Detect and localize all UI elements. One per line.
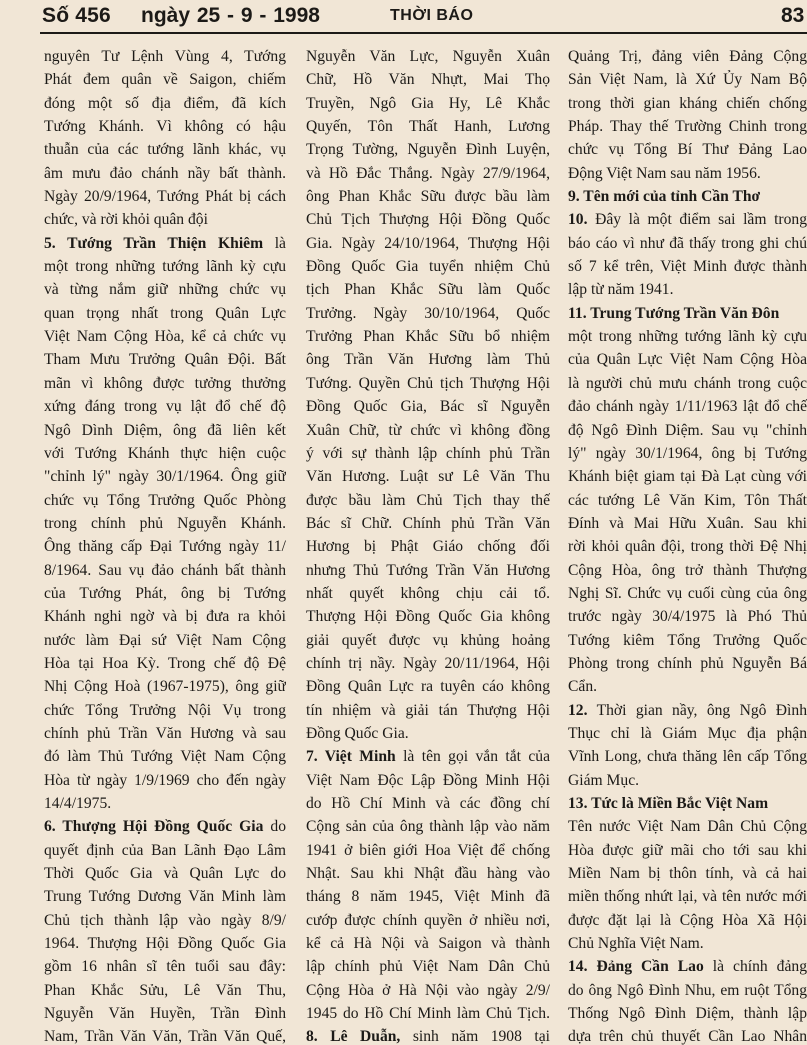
text-line: [44, 278, 286, 301]
line-text: Trưởng. Ngày 30/10/1964, Quốc: [306, 304, 550, 322]
text-line: [306, 278, 550, 301]
text-line: [568, 559, 807, 582]
text-line: [44, 862, 286, 885]
text-line: [568, 255, 807, 278]
line-text: Đồng Quốc Gia, Bác sĩ Nguyễn: [306, 398, 550, 416]
text-line: [568, 138, 807, 161]
line-text: rời khỏi quân đội, trong thời Đệ Nhị: [568, 538, 807, 556]
text-line: [568, 348, 807, 371]
line-text: Chữ, Hồ Văn Nhựt, Mai Thọ: [306, 71, 550, 89]
line-text: được bầu làm Chủ Tịch thay thế: [306, 491, 550, 509]
line-text: Nguyễn Văn Lực, Nguyễn Xuân: [306, 48, 550, 65]
line-text: quan trọng nhất trong Quân Lực: [44, 304, 286, 322]
text-line: [306, 419, 550, 442]
text-line: [306, 348, 550, 371]
text-line: [44, 372, 286, 395]
line-text: Trưởng Phan Khắc Sữu bổ nhiệm: [306, 328, 550, 346]
text-line: [44, 699, 286, 722]
text-line: [44, 769, 286, 792]
line-text: nước làm Đại sứ Việt Nam Cộng: [44, 631, 286, 649]
line-text: nhất quyết không chịu cải tổ.: [306, 584, 550, 602]
text-line: [306, 629, 550, 652]
text-line: [306, 232, 550, 255]
line-text: Chủ tịch thành lập vào ngày 8/9/: [44, 911, 286, 929]
footnote-heading: 11. Trung Tướng Trần Văn Đôn: [568, 304, 780, 322]
line-text: Chủ Nghĩa Việt Nam.: [568, 935, 704, 953]
text-line: [44, 45, 286, 68]
text-line: [44, 535, 286, 558]
line-text: Đây là một điểm sai lầm trong: [587, 211, 807, 229]
text-line: [44, 208, 286, 231]
line-text: ông Trần Văn Hương làm Thủ: [306, 351, 550, 369]
text-line: [568, 372, 807, 395]
text-line: [44, 792, 286, 815]
line-text: Thục chỉ là Giám Mục địa phận: [568, 724, 807, 742]
newspaper-title: THỜI BÁO: [390, 7, 474, 24]
line-text: "chỉnh lý" ngày 30/1/1964. Ông giữ: [44, 468, 286, 486]
line-text: kể cả Hà Nội và Saigon và thành: [306, 935, 550, 953]
line-text: độ Ngô Đình Diệm. Sau vụ "chỉnh: [568, 421, 807, 439]
text-line: [568, 792, 807, 815]
text-line: [306, 535, 550, 558]
text-line: [44, 955, 286, 978]
line-text: Chủ Tịch Thượng Hội Đồng Quốc: [306, 211, 550, 229]
text-line: [306, 769, 550, 792]
line-text: do: [263, 818, 286, 836]
line-text: nhưng Thủ Tướng Trần Văn Hương: [306, 561, 550, 579]
text-line: [568, 582, 807, 605]
line-text: Nguyễn Văn Huyền, Trần Đình: [44, 1005, 286, 1023]
line-text: là chính đảng: [703, 958, 807, 976]
text-line: [44, 185, 286, 208]
line-text: Hương bị Phật Giáo chống đối: [306, 538, 550, 556]
text-line: [44, 979, 286, 1002]
line-text: Việt Nam Độc Lập Đồng Minh Hội: [306, 771, 550, 789]
footnote-heading: 10.: [568, 211, 588, 229]
text-line: [44, 325, 286, 348]
text-line: [306, 652, 550, 675]
line-text: chức vụ Tổng Trưởng Quốc Phòng: [44, 491, 286, 509]
line-text: cướp được chính quyền ở nhiều nơi,: [306, 911, 550, 929]
line-text: Văn Hương. Luật sư Lê Văn Thu: [306, 468, 550, 486]
line-text: sinh năm 1908 tại: [400, 1028, 550, 1045]
text-line: [44, 115, 286, 138]
line-text: đảo chánh ngày 1/11/1963 lật đổ chế: [568, 398, 807, 416]
text-line: [568, 419, 807, 442]
text-line: [306, 208, 550, 231]
line-text: 1941 ở biên giới Hoa Việt để chống: [306, 841, 550, 859]
footnote-heading: 13. Tức là Miền Bắc Việt Nam: [568, 795, 769, 812]
text-line: [568, 302, 807, 325]
footnote-heading: 5. Tướng Trần Thiện Khiêm: [44, 234, 264, 252]
text-line: [44, 1002, 286, 1025]
text-line: [306, 582, 550, 605]
line-text: Khánh biệt giam tại Đà Lạt cùng với: [568, 468, 807, 486]
text-line: [306, 255, 550, 278]
line-text: Bác sĩ Chữ. Chính phủ Trần Văn: [306, 514, 550, 532]
text-line: [44, 839, 286, 862]
text-line: [306, 302, 550, 325]
line-text: Quyến, Tôn Thất Hanh, Lương: [306, 118, 550, 136]
text-line: [306, 115, 550, 138]
text-line: [44, 722, 286, 745]
line-text: quyết định của Ban Lãnh Đạo Lâm: [44, 841, 286, 859]
line-text: âm mưu đảo chánh nầy bất thành.: [44, 164, 286, 182]
line-text: Sản Việt Nam, là Xứ Ủy Nam Bộ: [568, 71, 807, 89]
line-text: chính trị nầy. Ngày 20/11/1964, Hội: [306, 654, 550, 672]
line-text: ý với sự thành lập chính phủ Trần: [306, 444, 550, 462]
text-line: [44, 162, 286, 185]
text-line: [306, 68, 550, 91]
text-line: [44, 489, 286, 512]
text-line: [44, 582, 286, 605]
line-text: và từng nắm giữ những chức vụ: [44, 281, 286, 299]
line-text: các tướng Lê Văn Kim, Tôn Thất: [568, 491, 807, 509]
page-number: 83: [781, 4, 805, 27]
footnote-heading: 9. Tên mới của tỉnh Cần Thơ: [568, 188, 761, 206]
text-line: [44, 302, 286, 325]
line-text: 8/1964. Sau vụ đảo chánh bất thành: [44, 561, 286, 579]
line-text: Ông thăng cấp Đại Tướng ngày 11/: [44, 538, 286, 556]
line-text: Đồng Quốc Gia.: [306, 724, 409, 742]
text-line: [568, 278, 807, 301]
line-text: tháng 8 năm 1945, Việt Minh đã: [306, 888, 550, 906]
text-line: [306, 1025, 550, 1045]
text-line: [44, 232, 286, 255]
line-text: trước ngày 30/4/1975 là Phó Thủ: [568, 608, 807, 626]
line-text: Phát đem quân về Saigon, chiếm: [44, 71, 286, 89]
text-line: [306, 722, 550, 745]
line-text: Pháp. Thay thế Trường Chinh trong: [568, 118, 807, 136]
text-line: [568, 512, 807, 535]
footnote-heading: 14. Đảng Cần Lao: [568, 958, 704, 976]
line-text: lập chính phủ Việt Nam Dân Chủ: [306, 958, 550, 976]
text-line: [568, 885, 807, 908]
line-text: Tham Mưu Trưởng Quân Đội. Bất: [44, 351, 286, 369]
text-line: [568, 675, 807, 698]
line-text: số 7 kể trên, Việt Minh được thành: [568, 258, 807, 276]
line-text: Hòa tại Hoa Kỳ. Trong chế độ Đệ: [44, 654, 286, 672]
line-text: đóng một số địa điểm, đã kích: [44, 94, 286, 112]
text-line: [44, 745, 286, 768]
text-line: [306, 745, 550, 768]
line-text: Động Việt Nam sau năm 1956.: [568, 164, 761, 182]
line-text: trong thời gian kháng chiến chống: [568, 94, 807, 112]
text-line: [568, 605, 807, 628]
footnote-heading: 8. Lê Duẫn,: [306, 1028, 401, 1045]
line-text: Giám Mục.: [568, 771, 640, 789]
text-line: [44, 255, 286, 278]
line-text: Đồng Quân Lực ra tuyên cáo không: [306, 678, 550, 696]
text-line: [44, 395, 286, 418]
text-line: [306, 792, 550, 815]
line-text: và Hồ Đắc Thắng. Ngày 27/9/1964,: [306, 164, 550, 182]
line-text: đó làm Thủ Tướng Việt Nam Cộng: [44, 748, 286, 766]
line-text: Hòa từ ngày 1/9/1969 cho đến ngày: [44, 771, 286, 789]
line-text: Nhật. Sau khi Nhật đầu hàng vào: [306, 865, 550, 883]
text-line: [306, 162, 550, 185]
text-line: [568, 395, 807, 418]
line-text: trong chính phủ Nguyễn Khánh.: [44, 514, 286, 532]
text-line: [306, 955, 550, 978]
line-text: Thượng Hội Đồng Quốc Gia không: [306, 608, 550, 626]
text-line: [306, 325, 550, 348]
line-text: Tướng Khánh. Vì không có hậu: [44, 118, 286, 136]
line-text: ông Phan Khắc Sữu được bầu làm: [306, 188, 550, 206]
text-line: [306, 465, 550, 488]
line-text: được đặt lại là Cộng Hòa Xã Hội: [568, 911, 807, 929]
text-line: [568, 1025, 807, 1045]
text-line: [44, 138, 286, 161]
text-line: [568, 932, 807, 955]
line-text: là tên gọi vắn tắt của: [395, 748, 550, 766]
line-text: Nghị Sĩ. Chức vụ cuối cùng của ông: [568, 584, 807, 602]
line-text: Thời Quốc Gia và Quân Lực do: [44, 865, 286, 883]
line-text: mãn vì không được tưởng thưởng: [44, 374, 286, 392]
text-line: [568, 208, 807, 231]
line-text: Hòa được giữ mãi cho tới sau khi: [568, 841, 807, 859]
line-text: Tướng. Quyền Chủ tịch Thượng Hội: [306, 374, 550, 392]
line-text: Thời gian nầy, ông Ngô Đình: [587, 701, 807, 719]
footnote-heading: 12.: [568, 701, 588, 719]
text-line: [44, 675, 286, 698]
text-line: [44, 559, 286, 582]
text-line: [306, 395, 550, 418]
text-line: [568, 535, 807, 558]
text-line: [568, 489, 807, 512]
text-line: [568, 1002, 807, 1025]
text-line: [306, 512, 550, 535]
line-text: tín nhiệm và giải tán Thượng Hội: [306, 701, 550, 719]
line-text: dựa trên chủ thuyết Cần Lao Nhân: [568, 1028, 807, 1045]
text-line: [306, 372, 550, 395]
text-line: [568, 185, 807, 208]
text-line: [306, 839, 550, 862]
text-line: [568, 699, 807, 722]
line-text: chính phủ Trần Văn Hương và sau: [44, 724, 286, 742]
text-line: [306, 815, 550, 838]
line-text: Cộng Hòa, ông trở thành Thượng: [568, 561, 807, 579]
line-text: Gia. Ngày 24/10/1964, Thượng Hội: [306, 234, 550, 252]
text-line: [568, 465, 807, 488]
text-line: [306, 675, 550, 698]
issue-number: Số 456: [42, 4, 111, 27]
page-header: [0, 0, 807, 34]
text-line: [568, 442, 807, 465]
line-text: Phòng trong chính phủ Nguyễn Bá: [568, 654, 807, 672]
line-text: Nam, Trần Văn Văn, Trần Văn Quế,: [44, 1028, 286, 1045]
line-text: Xuân Chữ, từ chức vì không đồng: [306, 421, 550, 439]
line-text: 1964. Thượng Hội Đồng Quốc Gia: [44, 935, 286, 953]
line-text: Thống Ngô Đình Diệm, thành lập: [568, 1005, 807, 1023]
line-text: xứng đáng trong vụ lật đổ chế độ: [44, 398, 286, 416]
issue-date: ngày 25 - 9 - 1998: [141, 4, 320, 27]
text-line: [568, 909, 807, 932]
text-column-2: [306, 45, 550, 1045]
text-line: [44, 419, 286, 442]
text-line: [568, 722, 807, 745]
line-text: Đồng Quốc Gia tuyển nhiệm Chủ: [306, 258, 550, 276]
text-line: [568, 92, 807, 115]
footnote-heading: 6. Thượng Hội Đồng Quốc Gia: [44, 818, 264, 836]
text-line: [306, 932, 550, 955]
text-line: [306, 138, 550, 161]
line-text: thuẫn của các tướng lãnh khác, vụ: [44, 141, 286, 159]
text-line: [568, 979, 807, 1002]
line-text: 14/4/1975.: [44, 795, 112, 812]
text-line: [568, 815, 807, 838]
line-text: Đính và Mai Hữu Xuân. Sau khi: [568, 514, 807, 532]
line-text: với Tướng Khánh thực hiện cuộc: [44, 444, 286, 462]
text-line: [306, 489, 550, 512]
line-text: một trong những tướng lãnh kỳ cựu: [44, 258, 286, 276]
text-line: [44, 442, 286, 465]
line-text: là: [263, 234, 286, 252]
text-line: [306, 45, 550, 68]
text-line: [44, 465, 286, 488]
line-text: là người chủ mưu chánh trong cuộc: [568, 374, 807, 392]
line-text: Trọng Tường, Nguyễn Đình Luyện,: [306, 141, 550, 159]
line-text: Miền Nam bị thôn tính, và cả hai: [568, 865, 807, 883]
line-text: miền thống nhứt lại, và tên nước mới: [568, 888, 807, 906]
line-text: do ông Ngô Đình Nhu, em ruột Tổng: [568, 981, 807, 999]
text-line: [44, 629, 286, 652]
line-text: của Tướng Phát, ông bị Tướng: [44, 584, 286, 602]
line-text: tịch Phan Khắc Sữu làm Quốc: [306, 281, 550, 299]
line-text: chức vụ Tổng Bí Thư Đảng Lao: [568, 141, 807, 159]
line-text: Quảng Trị, đảng viên Đảng Cộng: [568, 48, 807, 65]
line-text: giải quyết được vụ khủng hoảng: [306, 631, 550, 649]
text-line: [306, 862, 550, 885]
line-text: một trong những tướng lãnh kỳ cựu: [568, 328, 807, 346]
text-line: [306, 909, 550, 932]
text-line: [568, 115, 807, 138]
line-text: Cộng sản của ông thành lập vào năm: [306, 818, 550, 836]
line-text: Tên nước Việt Nam Dân Chủ Cộng: [568, 818, 807, 836]
text-line: [568, 162, 807, 185]
line-text: Trung Tướng Dương Văn Minh làm: [44, 888, 286, 906]
text-line: [568, 955, 807, 978]
text-line: [306, 185, 550, 208]
text-line: [306, 605, 550, 628]
text-line: [44, 932, 286, 955]
text-line: [568, 839, 807, 862]
text-line: [568, 769, 807, 792]
line-text: do Hồ Chí Minh và các đồng chí: [306, 795, 550, 812]
line-text: lý" ngày 30/1/1964, ông bị Tướng: [568, 444, 807, 462]
line-text: nguyên Tư Lệnh Vùng 4, Tướng: [44, 48, 286, 65]
text-line: [44, 885, 286, 908]
line-text: Cẩn.: [568, 678, 598, 696]
line-text: Tướng kiêm Tổng Trưởng Quốc: [568, 631, 807, 649]
line-text: 1945 do Hồ Chí Minh làm Chủ Tịch.: [306, 1005, 550, 1023]
text-line: [568, 68, 807, 91]
text-line: [44, 68, 286, 91]
text-line: [44, 909, 286, 932]
text-line: [306, 979, 550, 1002]
text-line: [568, 629, 807, 652]
line-text: Ngô Dình Diệm, ông đã liên kết: [44, 421, 286, 439]
text-line: [306, 442, 550, 465]
text-column-3: [568, 45, 807, 1045]
line-text: lập từ năm 1941.: [568, 281, 674, 299]
text-line: [306, 885, 550, 908]
text-line: [306, 699, 550, 722]
text-line: [44, 348, 286, 371]
line-text: Truyền, Ngô Gia Hy, Lê Khắc: [306, 94, 550, 112]
line-text: chức Tổng Trưởng Nội Vụ trong: [44, 701, 286, 719]
line-text: Việt Nam Cộng Hòa, kể cả chức vụ: [44, 328, 286, 346]
line-text: gồm 16 nhân sĩ tên tuổi sau đây:: [44, 958, 286, 976]
text-line: [306, 559, 550, 582]
line-text: của Quân Lực Việt Nam Cộng Hòa: [568, 351, 807, 369]
text-line: [44, 605, 286, 628]
text-line: [44, 652, 286, 675]
text-line: [568, 652, 807, 675]
text-line: [568, 45, 807, 68]
text-column-1: [44, 45, 286, 1045]
text-line: [568, 325, 807, 348]
text-line: [306, 1002, 550, 1025]
line-text: Phan Khắc Sửu, Lê Văn Thu,: [44, 981, 286, 999]
line-text: báo cáo vì như đã thấy trong ghi chú: [568, 234, 807, 252]
line-text: Cộng Hòa ở Hà Nội vào ngày 2/9/: [306, 981, 550, 999]
header-rule: [40, 32, 807, 34]
text-line: [568, 745, 807, 768]
text-line: [44, 512, 286, 535]
text-line: [44, 92, 286, 115]
footnote-heading: 7. Việt Minh: [306, 748, 396, 766]
line-text: Vĩnh Long, chưa thăng lên cấp Tổng: [568, 748, 807, 766]
text-line: [568, 232, 807, 255]
line-text: Nhị Cộng Hoà (1967-1975), ông giữ: [44, 678, 286, 696]
text-line: [44, 815, 286, 838]
text-line: [568, 862, 807, 885]
line-text: Khánh nghi ngờ và bị đưa ra khỏi: [44, 608, 286, 626]
line-text: Ngày 20/9/1964, Tướng Phát bị cách: [44, 188, 286, 206]
line-text: chức, và rời khỏi quân đội: [44, 211, 208, 229]
text-line: [44, 1025, 286, 1045]
text-line: [306, 92, 550, 115]
